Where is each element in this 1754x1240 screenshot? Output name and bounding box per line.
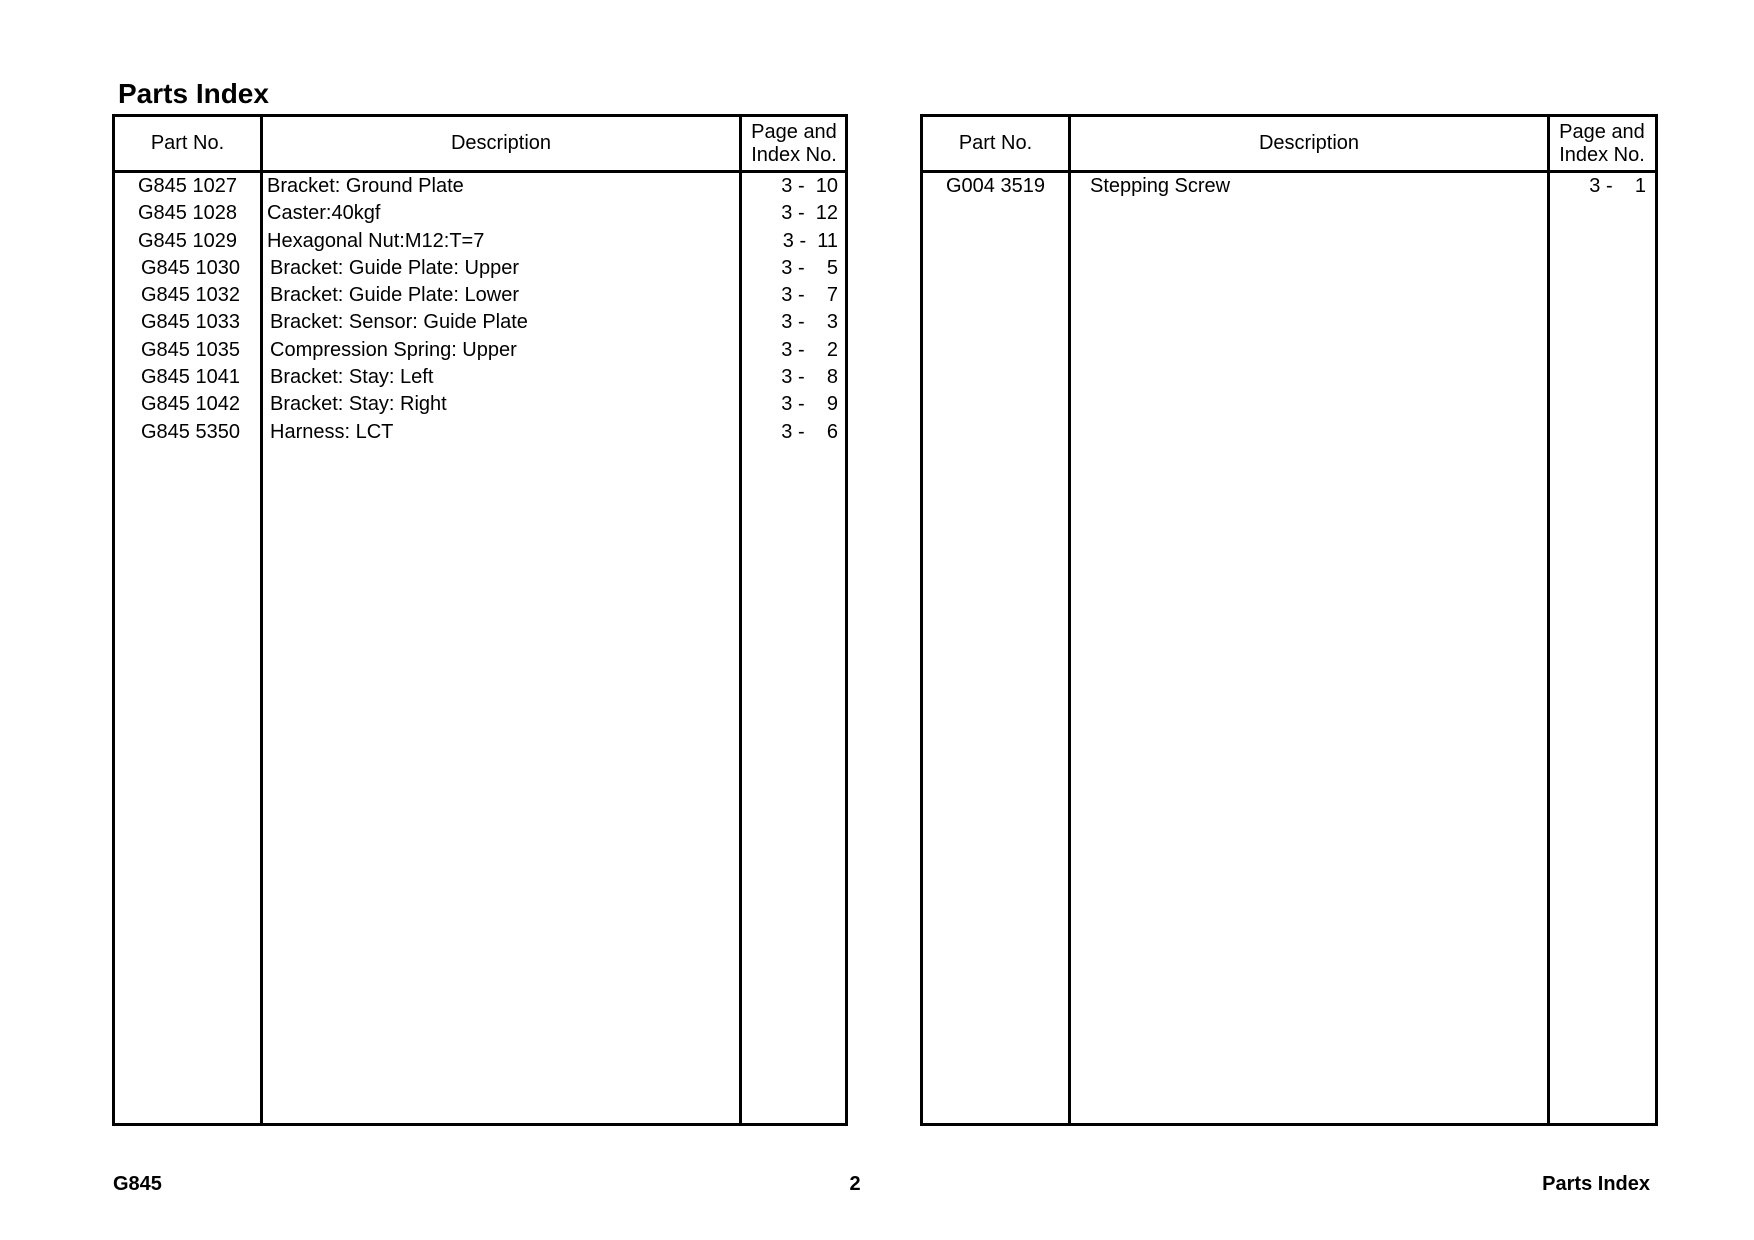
parts-table-left — [112, 114, 848, 1126]
header-part-no: Part No. — [958, 132, 1033, 154]
part-description: Bracket: Sensor: Guide Plate — [270, 311, 528, 334]
header-page-index-line1: Page and — [751, 120, 837, 143]
page-index: 3 - 7 — [781, 284, 838, 307]
header-page-index-line1: Page and — [1559, 120, 1645, 143]
table-row — [115, 309, 845, 336]
page-index: 3 - 1 — [1589, 175, 1646, 197]
table-body — [923, 173, 1655, 200]
header-page-index-line2: Index No. — [751, 143, 837, 166]
part-number: G004 3519 — [946, 175, 1045, 197]
page-index: 3 - 10 — [781, 175, 838, 197]
header-description: Description — [450, 132, 552, 154]
table-row — [115, 282, 845, 309]
part-number: G845 1035 — [141, 338, 240, 361]
table-row — [115, 173, 845, 200]
part-description: Bracket: Guide Plate: Lower — [270, 284, 520, 307]
part-description: Stepping Screw — [1090, 175, 1231, 197]
footer-model: G845 — [113, 1173, 162, 1195]
part-description: Bracket: Stay: Left — [270, 366, 434, 389]
footer-section: Parts Index — [1542, 1173, 1650, 1195]
part-description: Compression Spring: Upper — [270, 338, 517, 361]
table-row — [115, 200, 845, 227]
column-divider — [1068, 117, 1071, 1123]
part-number: G845 1032 — [141, 284, 240, 307]
part-number: G845 1042 — [141, 393, 240, 416]
part-number: G845 1027 — [138, 175, 237, 197]
footer-page-number: 2 — [849, 1173, 861, 1195]
header-description: Description — [1258, 132, 1360, 154]
part-description: Bracket: Stay: Right — [270, 393, 447, 416]
header-page-index — [742, 117, 846, 170]
table-row — [115, 391, 845, 418]
part-number: G845 1041 — [141, 366, 240, 389]
part-description: Caster:40kgf — [267, 202, 381, 225]
part-description: Bracket: Guide Plate: Upper — [270, 256, 520, 279]
part-description: Bracket: Ground Plate — [267, 175, 464, 197]
parts-table-right — [920, 114, 1658, 1126]
part-number: G845 5350 — [141, 420, 240, 443]
part-number: G845 1029 — [138, 229, 237, 252]
column-divider — [1547, 117, 1550, 1123]
page-index: 3 - 9 — [781, 393, 838, 416]
page-index: 3 - 2 — [781, 338, 838, 361]
table-body — [115, 173, 845, 446]
table-row — [115, 255, 845, 282]
page-index: 3 - 3 — [781, 311, 838, 334]
table-row — [923, 173, 1655, 200]
page-index: 3 - 5 — [781, 256, 838, 279]
table-row — [115, 419, 845, 446]
part-number: G845 1033 — [141, 311, 240, 334]
page-index: 3 - 8 — [781, 366, 838, 389]
page-index: 3 - 11 — [782, 229, 838, 252]
table-row — [115, 364, 845, 391]
header-part-no: Part No. — [150, 132, 225, 154]
part-description: Hexagonal Nut:M12:T=7 — [267, 229, 485, 252]
part-number: G845 1030 — [141, 256, 240, 279]
table-row — [115, 337, 845, 364]
part-description: Harness: LCT — [270, 420, 394, 443]
header-page-index-line2: Index No. — [1559, 143, 1645, 166]
page-index: 3 - 6 — [781, 420, 838, 443]
page-title: Parts Index — [118, 78, 269, 109]
page-index: 3 - 12 — [781, 202, 838, 225]
header-page-index — [1550, 117, 1654, 170]
part-number: G845 1028 — [138, 202, 237, 225]
table-row — [115, 228, 845, 255]
